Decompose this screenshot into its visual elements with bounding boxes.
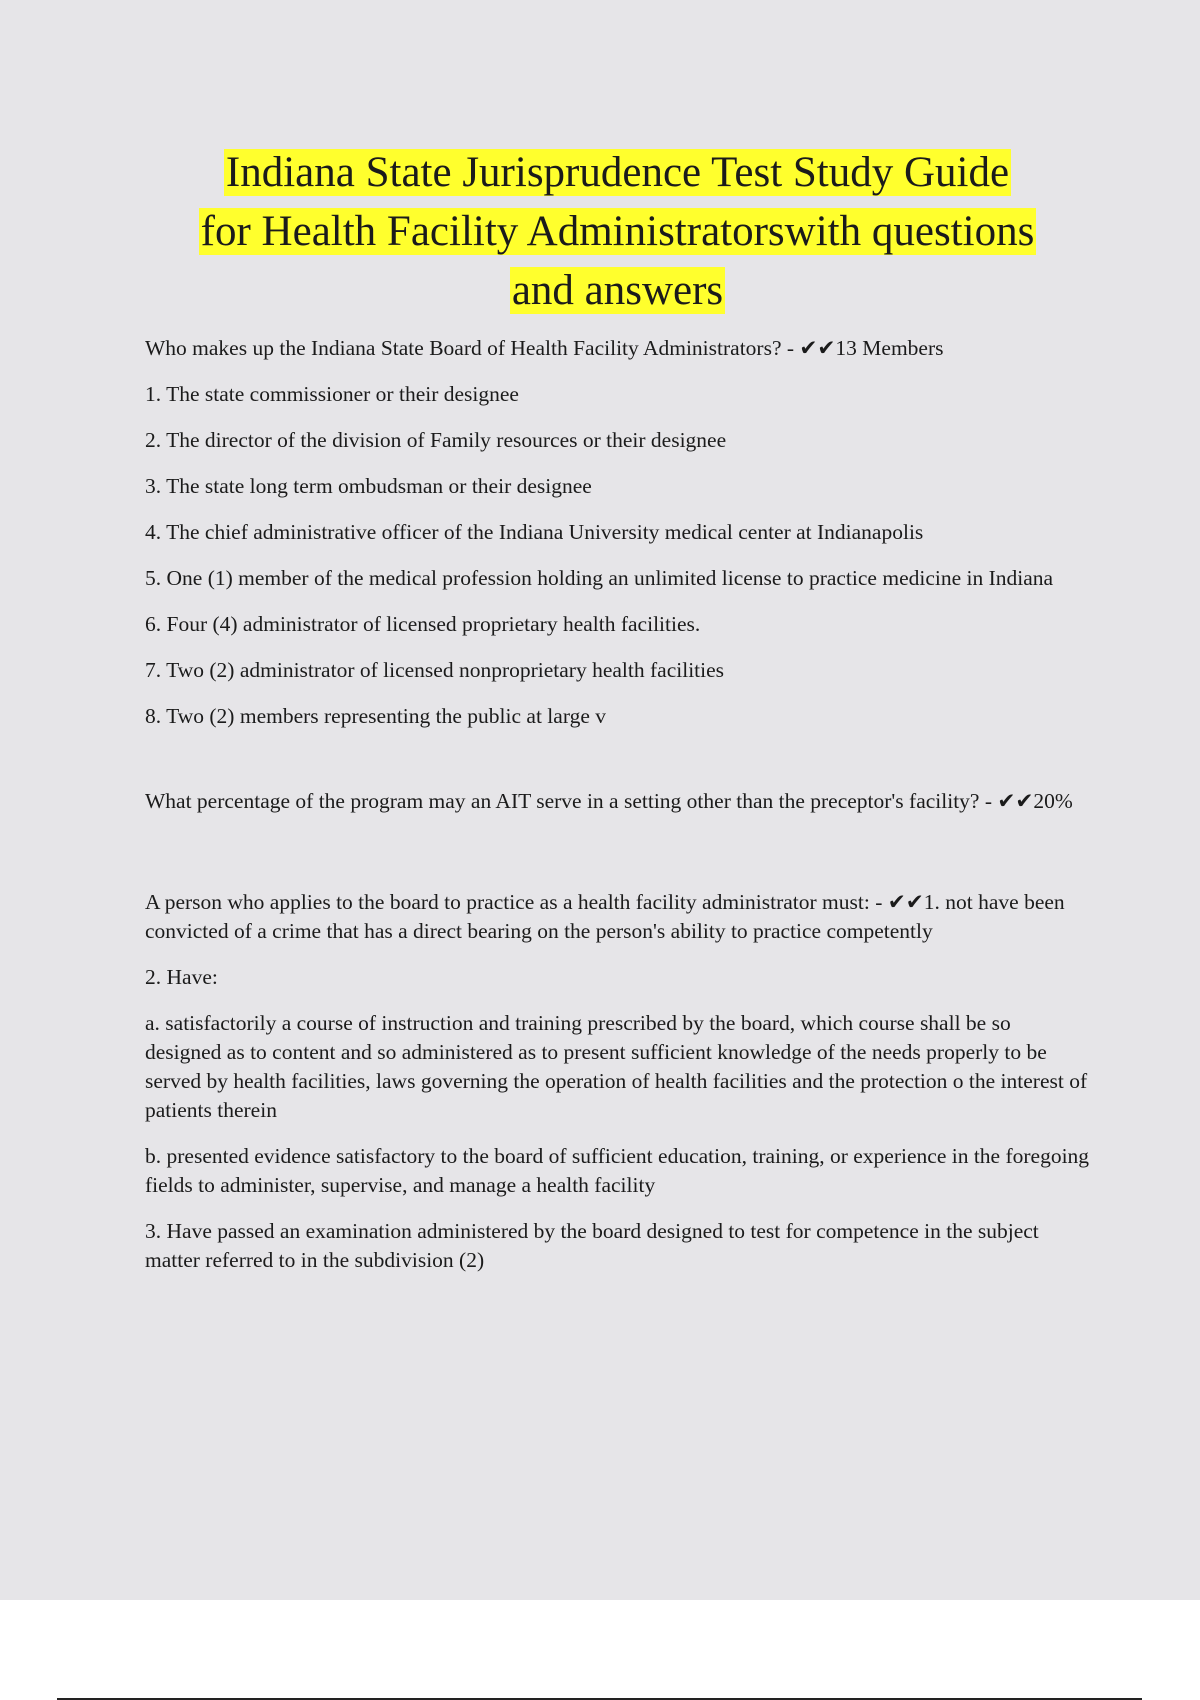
list-item: a. satisfactorily a course of instruction and training prescribed by the board, which course shall be so designed as to content and so administered as to present sufficient knowledge of the needs properly to be served by health facilities, laws governing the operation of health facilities and the protection o the interest of patients therein [145, 1011, 1088, 1122]
list-item: 3. The state long term ombudsman or their designee [145, 474, 592, 498]
question-3-text: A person who applies to the board to practice as a health facility administrator must: - ✔✔1. not have been convicted of a crime that has a direct bearing on the person's ability to practice competently [145, 890, 1065, 943]
list-item: 4. The chief administrative officer of the Indiana University medical center at Indianapolis [145, 520, 924, 544]
list-item: 2. Have: [145, 965, 218, 989]
question-2-text: What percentage of the program may an AIT serve in a setting other than the preceptor's facility? - ✔✔20% [145, 789, 1073, 813]
title-line-1: Indiana State Jurisprudence Test Study Guide [225, 149, 1010, 196]
title-line-3: and answers [511, 267, 724, 314]
list-item: 1. The state commissioner or their designee [145, 382, 519, 406]
question-block-3 [145, 888, 1090, 1275]
title-line-2: for Health Facility Administratorswith questions [200, 208, 1035, 255]
question-1-text: Who makes up the Indiana State Board of Health Facility Administrators? - ✔✔13 Members [145, 336, 944, 360]
list-item: 2. The director of the division of Family resources or their designee [145, 428, 727, 452]
document-content [145, 143, 1090, 1275]
list-item: 8. Two (2) members representing the public at large v [145, 704, 607, 728]
list-item: b. presented evidence satisfactory to the board of sufficient education, training, or experience in the foregoing fields to administer, supervise, and manage a health facility [145, 1144, 1090, 1197]
document-title [145, 143, 1090, 320]
question-block-1 [145, 334, 1090, 731]
question-block-2 [145, 787, 1090, 816]
list-item: 7. Two (2) administrator of licensed nonproprietary health facilities [145, 658, 725, 682]
list-item: 3. Have passed an examination administered by the board designed to test for competence in the subject matter referred to in the subdivision (2) [145, 1219, 1039, 1272]
list-item: 6. Four (4) administrator of licensed proprietary health facilities. [145, 612, 701, 636]
list-item: 5. One (1) member of the medical profession holding an unlimited license to practice medicine in Indiana [145, 566, 1054, 590]
